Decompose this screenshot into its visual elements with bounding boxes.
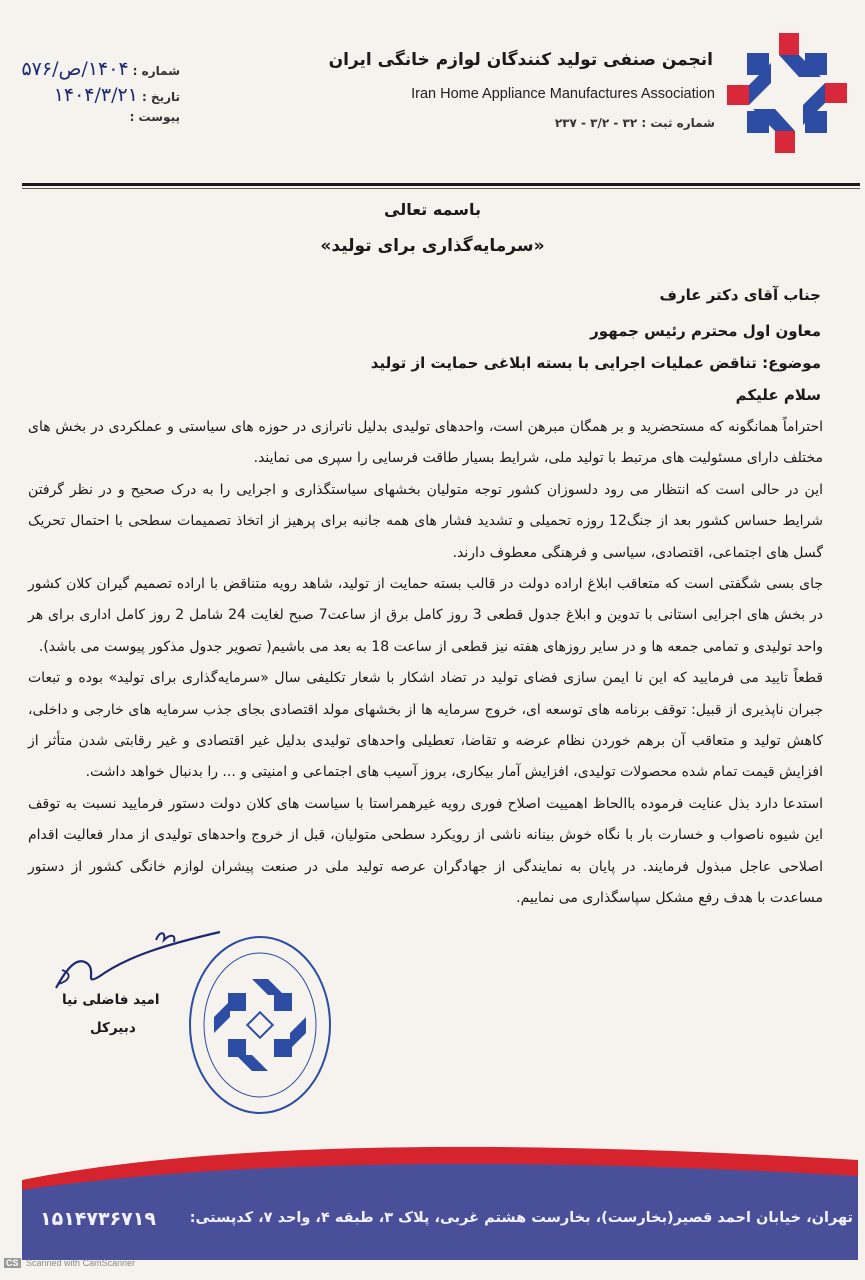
recipient-role: معاون اول محترم رئیس جمهور <box>590 322 821 340</box>
scanner-text: Scanned with CamScanner <box>26 1258 136 1268</box>
camscanner-badge: CS <box>6 1258 19 1268</box>
letter-body <box>28 412 823 915</box>
attachment-label: پیوست : <box>129 110 180 124</box>
signatory-title: دبیرکل <box>90 1020 136 1036</box>
date-row <box>10 84 180 110</box>
body-paragraph: احتراماً همانگونه که مستحضرید و بر همگان مبرهن است، واحدهای تولیدی بدلیل ناترازی در حوزه های سیاستی و عملکردی در بخش های مختلف دارای مسئولیت های مرتبط با تولید ملی، شرایط بسیار طاقت فرسایی را سپری می نمایند. <box>28 419 823 467</box>
org-name-en: Iran Home Appliance Manufactures Association <box>411 86 715 102</box>
number-label: شماره : <box>132 64 180 78</box>
official-stamp-icon <box>185 930 335 1120</box>
letterhead <box>0 0 865 190</box>
recipient-name: جناب آقای دکتر عارف <box>659 286 821 304</box>
slogan-heading: «سرمایه‌گذاری برای تولید» <box>320 236 545 256</box>
body-paragraph: این در حالی است که انتظار می رود دلسوزان کشور توجه متولیان بخشهای سیاستگذاری و اجرایی را به درک صحیح و در نظر گرفتن شرایط حساس کشور بعد از جنگ12 روزه تحمیلی و تشدید فشار های همه جانبه برای پرهیز از اتخاذ تصمیمات سطحی با احتمال تحریک گسل های اجتماعی، اقتصادی، سیاسی و فرهنگی معطوف دارند. <box>28 481 823 561</box>
number-value: ۱۴۰۴/ص/۵۷۶ <box>21 58 129 80</box>
number-row <box>10 58 180 84</box>
letter-meta <box>10 58 180 136</box>
attachment-row <box>10 110 180 136</box>
footer-band <box>22 1140 858 1260</box>
association-logo-icon <box>722 28 852 158</box>
registration-number: شماره ثبت : ۳۲ - ۳/۲ - ۲۳۷ <box>554 116 715 130</box>
body-paragraph: قطعاً تایید می فرمایید که این نا ایمن سازی فضای تولید در تضاد اشکار با شعار تکلیفی سال «سرمایه‌گذاری برای تولید» بوده و تبعات جبران ناپذیری از قبیل: توقف برنامه های توسعه ای، خروج سرمایه ها از بخشهای مولد اقتصادی بجای جذب سرمایه های خارجی و داخلی، کاهش تولید و متعاقب آن برهم خوردن نظام عرضه و تقاضا، تعطیلی واحدهای تولیدی بدلیل غیر اقتصادی و غیر رقابتی شدن متأثر از افزایش قیمت تمام شده محصولات تولیدی، افزایش آمار بیکاری، بروز آسیب های اجتماعی و امنیتی و ... را بدنبال خواهد داشت. <box>28 670 823 781</box>
header-divider <box>22 183 860 186</box>
body-paragraph: جای بسی شگفتی است که متعاقب ابلاغ اراده دولت در قالب بسته حمایت از تولید، شاهد رویه متناقض با اراده تصمیم گیران کلان کشور در بخش های اجرایی استانی با تدوین و ابلاغ جدول قطعی 3 روز کامل برق از ساعت7 صبح لغایت 24 شامل 2 روز کامل اداری برای هر واحد تولیدی و تمامی جمعه ها و در سایر روزهای هفته نیز قطعی از ساعت 18 به بعد می باشیم( تصویر جدول مذکور پیوست می باشد). <box>28 576 824 655</box>
date-label: تاریخ : <box>141 90 180 104</box>
header-divider-thin <box>22 188 860 189</box>
footer-postal-code: ۱۵۱۴۷۳۶۷۱۹ <box>40 1208 156 1230</box>
scanner-watermark <box>4 1258 135 1268</box>
letter-subject: موضوع: تناقض عملیات اجرایی با بسته ابلاغی حمایت از تولید <box>370 354 821 372</box>
footer-address: تهران، خیابان احمد قصیر(بخارست)، بخارست هشتم غربی، پلاک ۳، طبقه ۴، واحد ۷، کدپستی: <box>189 1210 853 1226</box>
body-paragraph: استدعا دارد بذل عنایت فرموده باالحاظ اهمییت اصلاح فوری رویه غیرهمراستا با سیاست های کلان دولت دستور فرمایید نسبت به توقف این شیوه ناصواب و خسارت بار با نگاه خوش بینانه ناشی از رویکرد سطحی متولیان، قبل از خروج واحدهای تولیدی از مدار فعالیت اقدام اصلاحی عاجل مبذول فرمایند. در پایان به نمایندگی از جهادگران عرصه تولید ملی در صنعت پیشران لوازم خانگی کشور از دستور مساعدت با هدف رفع مشکل سپاسگذاری می نماییم. <box>28 795 823 907</box>
date-value: ۱۴۰۴/۳/۲۱ <box>53 84 138 106</box>
bismillah-heading: باسمه تعالی <box>384 200 481 219</box>
signatory-name: امید فاضلی نیا <box>62 992 160 1008</box>
org-name-fa: انجمن صنفی تولید کنندگان لوازم خانگی ایران <box>328 50 713 70</box>
greeting: سلام علیکم <box>735 386 821 404</box>
